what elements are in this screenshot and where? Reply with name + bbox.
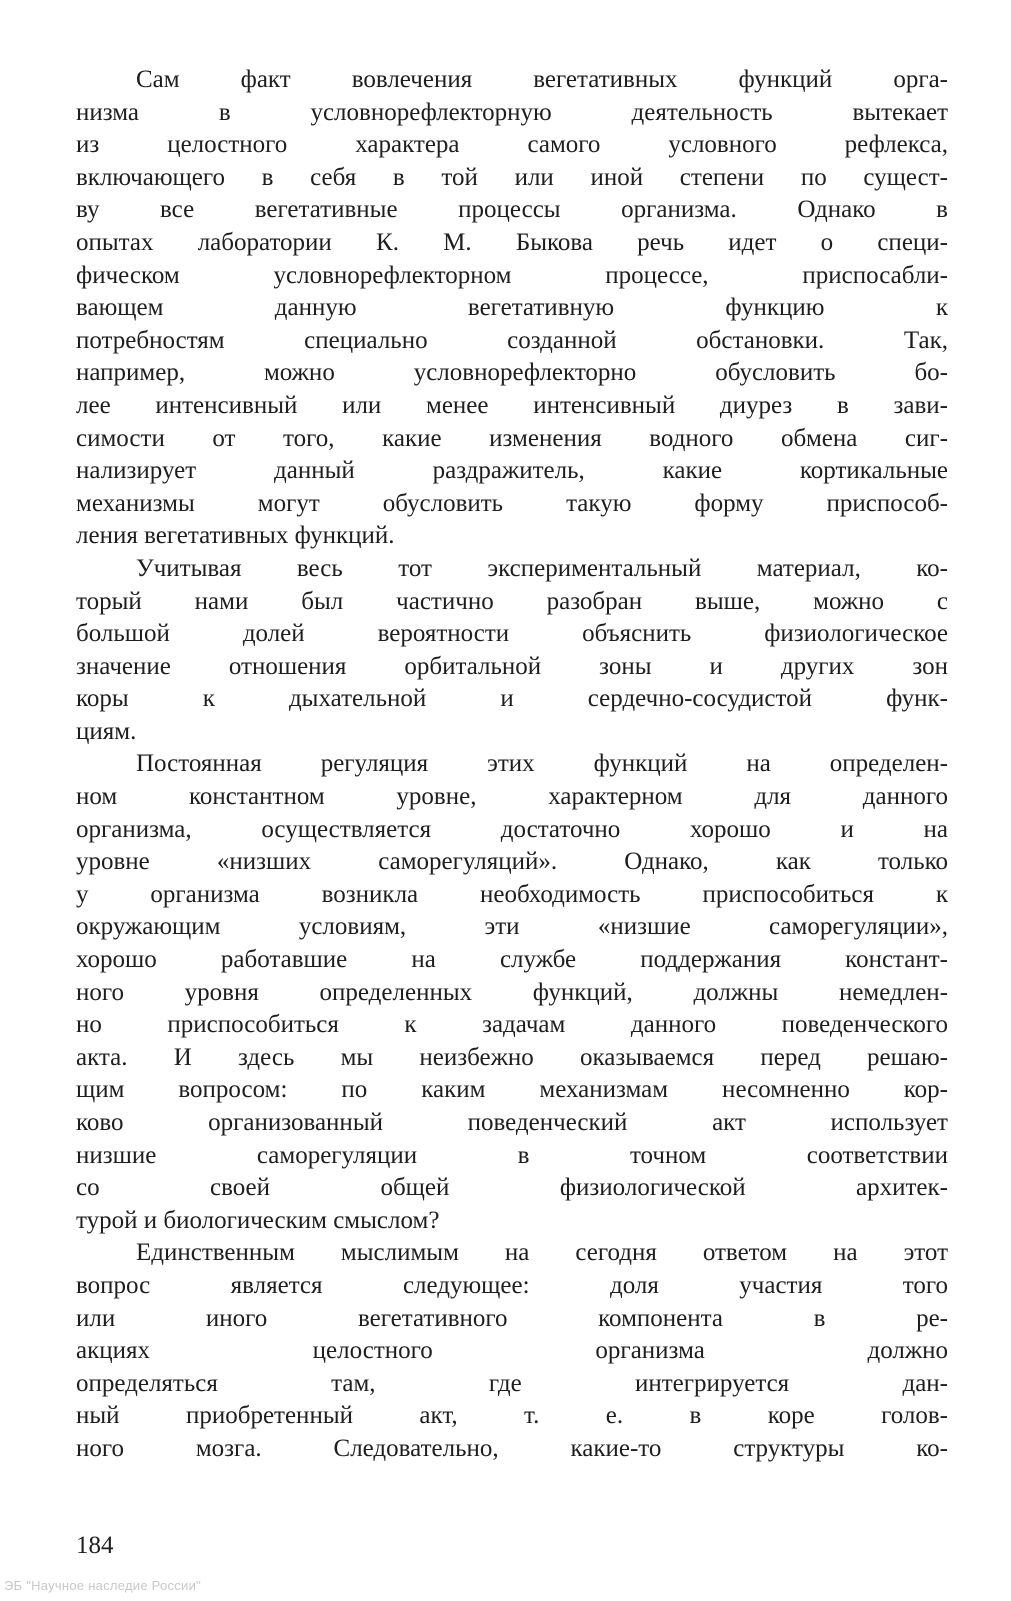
text-line: симости от того, какие изменения водного обмена сиг- xyxy=(76,424,948,452)
text-line: Учитывая весь тот экспериментальный материал, ко- xyxy=(136,554,948,582)
text-line: фическом условнорефлекторном процессе, приспосабли- xyxy=(76,261,948,289)
paragraph xyxy=(76,1237,948,1465)
text-line: Единственным мыслимым на сегодня ответом на этот xyxy=(136,1239,948,1267)
text-line: коры к дыхательной и сердечно-сосудистой функ- xyxy=(76,685,948,713)
text-line: ления вегетативных функций. xyxy=(76,522,395,550)
text-line: значение отношения орбитальной зоны и других зон xyxy=(76,652,948,680)
text-line: но приспособиться к задачам данного поведенческого xyxy=(76,1011,948,1039)
text-line: нализирует данный раздражитель, какие кортикальные xyxy=(76,457,948,485)
watermark: ЭБ "Научное наследие России" xyxy=(4,1578,201,1593)
page-number: 184 xyxy=(76,1532,114,1559)
text-line: щим вопросом: по каким механизмам несомненно кор- xyxy=(76,1076,948,1104)
text-line: уровне «низших саморегуляций». Однако, как только xyxy=(76,848,948,876)
text-line: акта. И здесь мы неизбежно оказываемся перед решаю- xyxy=(76,1043,948,1071)
text-line: турой и биологическим смыслом? xyxy=(76,1206,440,1234)
paragraph xyxy=(76,64,948,553)
text-line: потребностям специально созданной обстановки. Так, xyxy=(76,326,948,354)
text-line: организма, осуществляется достаточно хорошо и на xyxy=(76,815,948,843)
text-line: Постоянная регуляция этих функций на определен- xyxy=(136,750,948,778)
text-line: ном константном уровне, характерном для данного xyxy=(76,783,948,811)
text-line: лее интенсивный или менее интенсивный диурез в зави- xyxy=(76,391,948,419)
paragraph xyxy=(76,553,948,749)
text-line: вающем данную вегетативную функцию к xyxy=(76,294,948,322)
text-line: Сам факт вовлечения вегетативных функций орга- xyxy=(136,66,948,93)
text-line: со своей общей физиологической архитек- xyxy=(76,1174,948,1202)
text-line: например, можно условнорефлекторно обусловить бо- xyxy=(76,359,948,387)
paragraph xyxy=(76,748,948,1237)
text-line: определяться там, где интегрируется дан- xyxy=(76,1369,948,1397)
text-line: у организма возникла необходимость приспособиться к xyxy=(76,880,948,908)
text-line: большой долей вероятности объяснить физиологическое xyxy=(76,620,948,648)
text-line: ково организованный поведенческий акт использует xyxy=(76,1109,948,1136)
text-line: ный приобретенный акт, т. е. в коре голов- xyxy=(76,1402,948,1430)
text-line: окружающим условиям, эти «низшие саморегуляции», xyxy=(76,913,948,941)
text-line: ного уровня определенных функций, должны немедлен- xyxy=(76,978,948,1006)
text-line: хорошо работавшие на службе поддержания констант- xyxy=(76,946,948,974)
page-body xyxy=(76,64,948,1466)
text-line: циям. xyxy=(76,717,137,745)
text-line: ву все вегетативные процессы организма. Однако в xyxy=(76,196,948,224)
text-line: низшие саморегуляции в точном соответствии xyxy=(76,1141,948,1169)
text-line: низма в условнорефлекторную деятельность вытекает xyxy=(76,98,948,126)
text-line: торый нами был частично разобран выше, можно с xyxy=(76,587,948,615)
text-line: механизмы могут обусловить такую форму приспособ- xyxy=(76,489,948,517)
text-line: вопрос является следующее: доля участия того xyxy=(76,1271,948,1299)
text-line: включающего в себя в той или иной степени по сущест- xyxy=(76,163,948,191)
text-line: из целостного характера самого условного рефлекса, xyxy=(76,131,948,159)
text-line: ного мозга. Следовательно, какие-то структуры ко- xyxy=(76,1434,948,1462)
text-line: опытах лаборатории К. М. Быкова речь идет о специ- xyxy=(76,228,948,256)
text-line: акциях целостного организма должно xyxy=(76,1337,948,1365)
text-line: или иного вегетативного компонента в ре- xyxy=(76,1304,948,1332)
